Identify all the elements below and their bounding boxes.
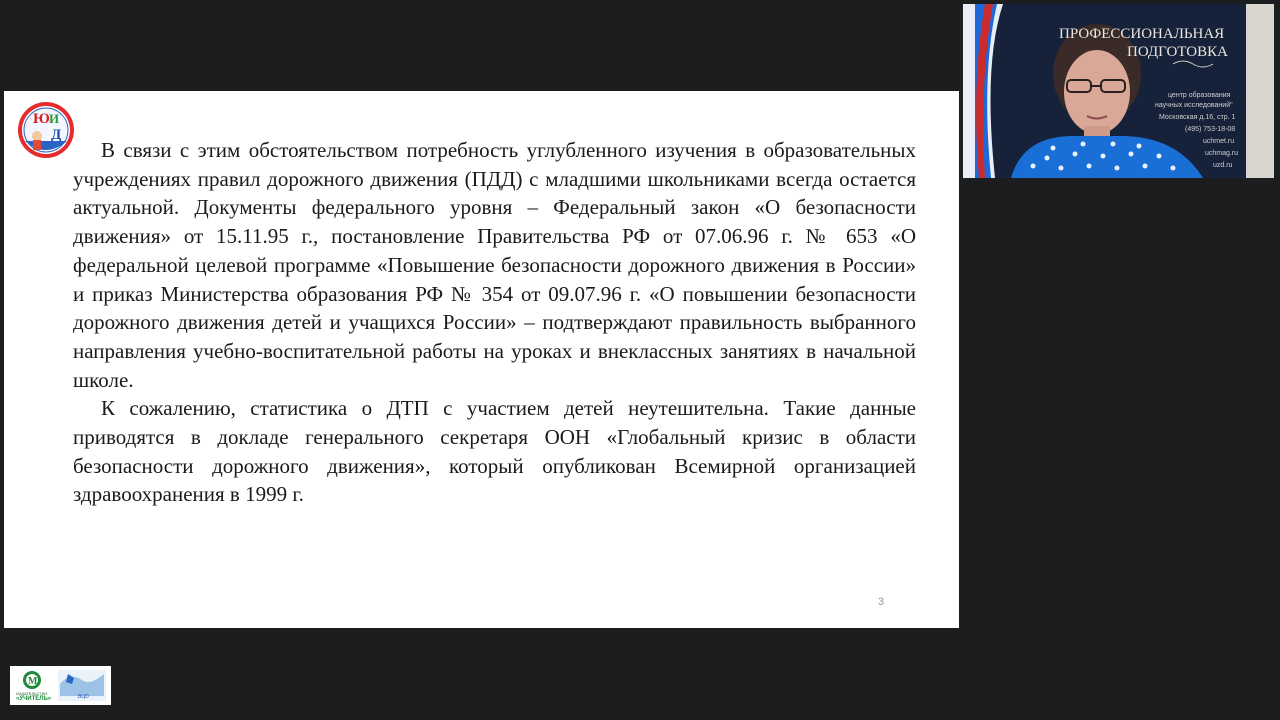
publisher-logo	[10, 666, 111, 705]
background-text-6: uchmag.ru	[1205, 150, 1239, 157]
slide-paragraph-2: К сожалению, статистика о ДТП с участием детей неутешительна. Такие данные приводятся в докладе генерального секретаря ООН «Глобальный кризис в области безопасности дорожного движения», который опубликован Всемирной организацией здравоохранения в 1999 г.	[73, 396, 916, 507]
logo-letter-2: И	[49, 111, 60, 126]
logo-letter-1: Ю	[33, 111, 50, 127]
svg-text:М: М	[28, 676, 38, 687]
speaker-webcam	[963, 4, 1274, 178]
background-text-7: uzd.ru	[1213, 162, 1233, 169]
background-text-4: (495) 753-18-08	[1185, 126, 1236, 133]
publisher-caption-1: ИЗДАТЕЛЬСТВО	[16, 691, 48, 696]
publisher-badge: ВЦО	[78, 694, 89, 700]
slide-page-number: 3	[878, 596, 885, 608]
background-text-2: научных исследований"	[1155, 102, 1233, 109]
banner-line-1: ПРОФЕССИОНАЛЬНАЯ	[1059, 26, 1225, 42]
banner-line-2: ПОДГОТОВКА	[1127, 44, 1228, 60]
presentation-slide	[4, 91, 959, 628]
background-text-1: центр образования	[1168, 92, 1231, 99]
logo-letter-3: Д	[51, 127, 62, 143]
slide-paragraph-1: В связи с этим обстоятельством потребность углубленного изучения в образовательных учреждениях правил дорожного движения (ПДД) с младшими школьниками всегда остается актуальной. Документы федерального уровня – Федеральный закон «О безопасности движения» от 15.11.95 г., постановление Правительства РФ от 07.06.96 г. № 653 «О федеральной целевой программе «Повышение безопасности дорожного движения в России» и приказ Министерства образования РФ № 354 от 09.07.96 г. «О повышении безопасности дорожного движения детей и учащихся России» – подтверждают правильность выбранного направления учебно-воспитательной работы на уроках и внеклассных занятиях в начальной школе.	[73, 138, 916, 392]
background-text-5: uchmet.ru	[1203, 138, 1235, 145]
yid-logo-icon	[15, 101, 77, 159]
slide-body-text	[73, 136, 916, 509]
background-text-3: Московская д.16, стр. 1	[1159, 114, 1236, 121]
publisher-caption-2: «УЧИТЕЛЬ»	[16, 696, 52, 702]
